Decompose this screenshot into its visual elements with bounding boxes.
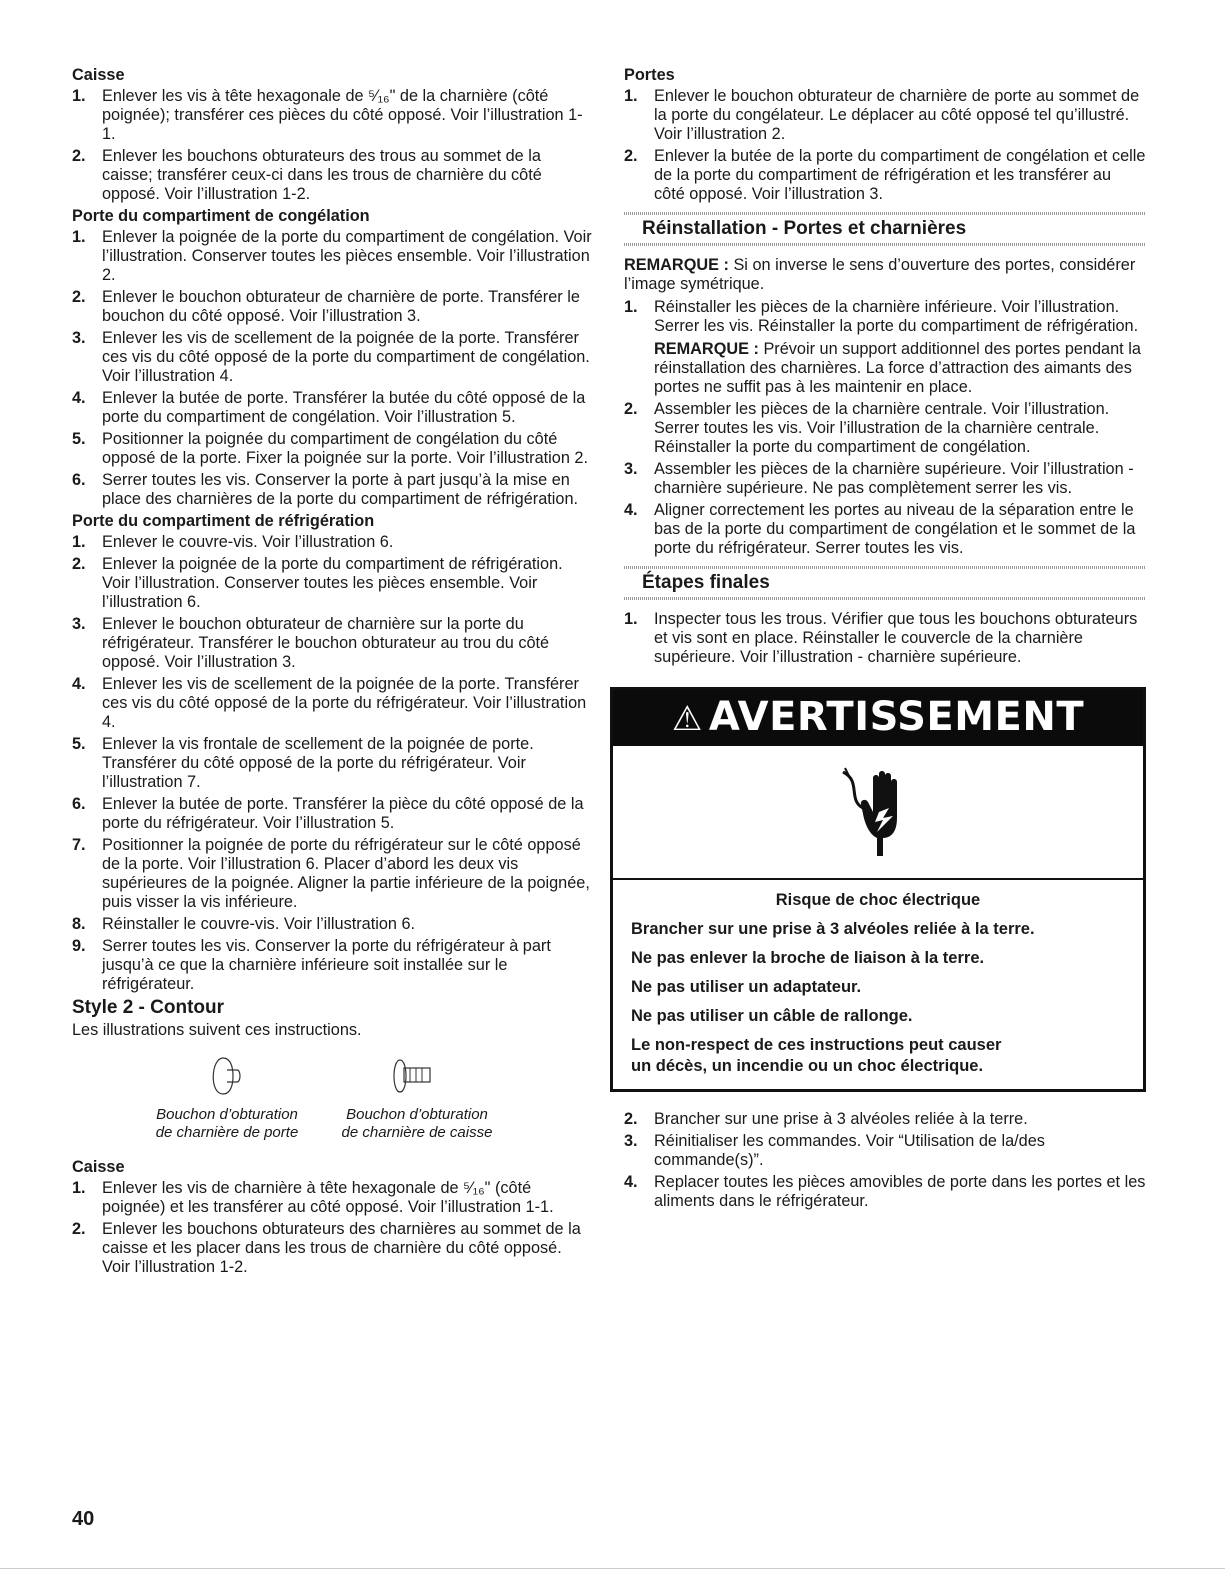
step-number: 2.: [72, 1220, 86, 1238]
style2-intro: Les illustrations suivent ces instructions.: [72, 1021, 362, 1039]
list-item: [624, 460, 1146, 498]
step-text: Enlever la poignée de la porte du compartiment de congélation. Voir l’illustration. Conserver toutes les pièces ensemble. Voir l’illustration 2.: [102, 228, 592, 284]
list-item: [72, 389, 592, 427]
warning-box: [610, 687, 1146, 1092]
step-text: Enlever le bouchon obturateur de charnière sur la porte du réfrigérateur. Transférer le bouchon obturateur au trou du côté opposé. Voir l’illustration 3.: [102, 615, 550, 671]
step-number: 4.: [624, 1173, 638, 1191]
heading-etapes-finales: Étapes finales: [624, 566, 1146, 600]
step-number: 3.: [72, 615, 86, 633]
step-text: Enlever les vis de charnière à tête hexagonale de ⁵⁄₁₆" (côté poignée) et les transférer au côté opposé. Voir l’illustration 1-1.: [102, 1179, 554, 1216]
step-number: 2.: [624, 1110, 638, 1128]
door-plug-caption-1: Bouchon d’obturation: [156, 1106, 298, 1123]
step-number: 3.: [72, 329, 86, 347]
list-item: [624, 501, 1146, 558]
list-item: [72, 288, 592, 326]
step-text: Enlever les vis de scellement de la poignée de la porte. Transférer ces vis du côté opposé de la porte du réfrigérateur. Voir l’illustration 4.: [102, 675, 587, 731]
step-number: 2.: [72, 147, 86, 165]
step-number: 8.: [72, 915, 86, 933]
step-text: Replacer toutes les pièces amovibles de porte dans les portes et les aliments dans le réfrigérateur.: [654, 1173, 1146, 1210]
step-text: Réinstaller le couvre-vis. Voir l’illustration 6.: [102, 915, 416, 933]
step-number: 2.: [72, 555, 86, 573]
steps-reinstallation-1: [624, 298, 1146, 397]
step-text: Enlever la poignée de la porte du compartiment de réfrigération. Voir l’illustration. Conserver toutes les pièces ensemble. Voir l’illustration 6.: [102, 555, 563, 611]
list-item: [72, 87, 592, 144]
heading-reinstallation: Réinstallation - Portes et charnières: [624, 212, 1146, 246]
section-title-caisse-2: Caisse: [72, 1158, 125, 1176]
warning-icon-area: [613, 746, 1143, 880]
plug-illustrations: [72, 1054, 592, 1142]
note-label: REMARQUE :: [624, 256, 729, 274]
list-item: [72, 471, 592, 509]
warning-line-3: Ne pas utiliser un adaptateur.: [631, 978, 862, 996]
steps-portes: [624, 87, 1146, 204]
step-number: 4.: [72, 389, 86, 407]
step-text: Enlever les vis de scellement de la poignée de la porte. Transférer ces vis du côté opposé de la porte du compartiment de congélation. Voir l’illustration 4.: [102, 329, 590, 385]
list-item: [624, 1132, 1146, 1170]
steps-etapes: [624, 610, 1146, 667]
list-item: [72, 735, 592, 792]
list-item: [72, 533, 592, 552]
step-text: Positionner la poignée du compartiment de congélation du côté opposé de la porte. Fixer la poignée sur la porte. Voir l’illustration 2.: [102, 430, 588, 467]
door-hinge-plug-figure: [132, 1054, 322, 1142]
step-number: 1.: [624, 610, 638, 628]
step-number: 2.: [624, 147, 638, 165]
step-text: Aligner correctement les portes au niveau de la séparation entre le bas de la porte du compartiment de congélation et le sommet de la porte du réfrigérateur. Serrer toutes les vis.: [654, 501, 1136, 557]
step-text: Enlever la butée de la porte du compartiment de congélation et celle de la porte du compartiment de réfrigération et les transférer au côté opposé. Voir l’illustration 3.: [654, 147, 1146, 203]
warning-triangle-icon: ⚠: [671, 699, 703, 739]
step-text: Positionner la poignée de porte du réfrigérateur sur le côté opposé de la porte. Voir l’illustration 6. Placer d’abord les deux vis supérieures de la poignée. Aligner la partie inférieure de la poignée, puis visser la vis inférieure.: [102, 836, 590, 911]
list-item: [72, 615, 592, 672]
case-hinge-plug-icon: [382, 1054, 452, 1098]
section-title-caisse: Caisse: [72, 66, 125, 84]
step-text: Réinitialiser les commandes. Voir “Utilisation de la/des commande(s)”.: [654, 1132, 1045, 1169]
note-text: Si on inverse le sens d’ouverture des portes, considérer l’image symétrique.: [624, 256, 1136, 293]
step-number: 9.: [72, 937, 86, 955]
left-column: [72, 66, 592, 1280]
section-title-portes: Portes: [624, 66, 675, 84]
step-number: 1.: [624, 87, 638, 105]
list-item: [72, 675, 592, 732]
case-plug-caption-1: Bouchon d’obturation: [346, 1106, 488, 1123]
right-column: [624, 66, 1146, 1214]
warning-line-5b: un décès, un incendie ou un choc électrique.: [631, 1057, 984, 1075]
step-text: Réinstaller les pièces de la charnière inférieure. Voir l’illustration. Serrer les vis. Réinstaller la porte du compartiment de réfrigération.: [654, 298, 1139, 335]
step-number: 1.: [624, 298, 638, 316]
steps-reinstallation: [624, 400, 1146, 558]
step-number: 5.: [72, 735, 86, 753]
step-number: 5.: [72, 430, 86, 448]
step-text: Enlever les bouchons obturateurs des trous au sommet de la caisse; transférer ceux-ci dans les trous de charnière du côté opposé. Voir l’illustration 1-2.: [102, 147, 542, 203]
step-text: Serrer toutes les vis. Conserver la porte à part jusqu’à la mise en place des charnières de la porte du compartiment de réfrigération.: [102, 471, 579, 508]
step-text: Enlever la butée de porte. Transférer la butée du côté opposé de la porte du compartiment de congélation. Voir l’illustration 5.: [102, 389, 586, 426]
electric-shock-hand-icon: [833, 762, 923, 862]
step-number: 6.: [72, 471, 86, 489]
list-item: [72, 147, 592, 204]
step-number: 2.: [72, 288, 86, 306]
step-text: Enlever les vis à tête hexagonale de ⁵⁄₁₆" de la charnière (côté poignée); transférer ces pièces du côté opposé. Voir l’illustration 1-1.: [102, 87, 583, 143]
page-number: 40: [72, 1508, 95, 1530]
list-item: [624, 298, 1146, 397]
step-number: 1.: [72, 1179, 86, 1197]
list-item: [624, 1173, 1146, 1211]
note-reinstallation: [624, 256, 1146, 294]
list-item: [72, 430, 592, 468]
step-note: [654, 340, 1146, 397]
case-hinge-plug-figure: [322, 1054, 512, 1142]
step-note-label: REMARQUE :: [654, 340, 759, 358]
warning-title: AVERTISSEMENT: [708, 694, 1085, 740]
step-text: Serrer toutes les vis. Conserver la porte du réfrigérateur à part jusqu’à ce que la charnière inférieure soit installée sur le réfrigérateur.: [102, 937, 551, 993]
list-item: [72, 795, 592, 833]
warning-line-5a: Le non-respect de ces instructions peut causer: [631, 1036, 1002, 1054]
door-plug-caption-2: de charnière de porte: [155, 1124, 299, 1141]
step-number: 6.: [72, 795, 86, 813]
step-note-text: Prévoir un support additionnel des portes pendant la réinstallation des charnières. La force d’attraction des aimants des portes ne suffit pas à les maintenir en place.: [654, 340, 1141, 396]
list-item: [624, 147, 1146, 204]
list-item: [72, 1220, 592, 1277]
steps-caisse-2: [72, 1179, 592, 1277]
step-text: Enlever la butée de porte. Transférer la pièce du côté opposé de la porte du réfrigérateur. Voir l’illustration 5.: [102, 795, 584, 832]
list-item: [72, 555, 592, 612]
step-number: 1.: [72, 87, 86, 105]
case-plug-caption-2: de charnière de caisse: [341, 1124, 493, 1141]
warning-line-4: Ne pas utiliser un câble de rallonge.: [631, 1007, 913, 1025]
steps-final: [624, 1110, 1146, 1211]
step-text: Assembler les pièces de la charnière centrale. Voir l’illustration. Serrer toutes les vis. Voir l’illustration de la charnière centrale. Réinstaller la porte du compartiment de congélation.: [654, 400, 1110, 456]
bottom-rule: [0, 1568, 1225, 1569]
list-item: [72, 329, 592, 386]
list-item: [624, 610, 1146, 667]
list-item: [624, 87, 1146, 144]
step-number: 7.: [72, 836, 86, 854]
list-item: [72, 1179, 592, 1217]
list-item: [624, 400, 1146, 457]
warning-text: [613, 880, 1143, 1089]
step-text: Enlever le couvre-vis. Voir l’illustration 6.: [102, 533, 394, 551]
steps-congelation: [72, 228, 592, 509]
step-text: Enlever la vis frontale de scellement de la poignée de porte. Transférer du côté opposé de la porte du réfrigérateur. Voir l’illustration 7.: [102, 735, 534, 791]
list-item: [624, 1110, 1146, 1129]
door-hinge-plug-icon: [197, 1054, 257, 1098]
list-item: [72, 836, 592, 912]
step-text: Brancher sur une prise à 3 alvéoles reliée à la terre.: [654, 1110, 1028, 1128]
step-text: Enlever le bouchon obturateur de charnière de porte. Transférer le bouchon du côté opposé. Voir l’illustration 3.: [102, 288, 580, 325]
section-title-congelation: Porte du compartiment de congélation: [72, 207, 370, 225]
step-number: 3.: [624, 460, 638, 478]
steps-refrigeration: [72, 533, 592, 994]
step-number: 1.: [72, 228, 86, 246]
warning-line-2: Ne pas enlever la broche de liaison à la terre.: [631, 949, 985, 967]
section-title-refrigeration: Porte du compartiment de réfrigération: [72, 512, 375, 530]
warning-risk: Risque de choc électrique: [775, 891, 981, 909]
step-number: 4.: [624, 501, 638, 519]
section-title-style2: Style 2 - Contour: [72, 997, 225, 1018]
warning-title-bar: [613, 690, 1143, 746]
step-text: Enlever le bouchon obturateur de charnière de porte au sommet de la porte du congélateur. Le déplacer au côté opposé tel qu’illustré. Voir l’illustration 2.: [654, 87, 1140, 143]
step-text: Enlever les bouchons obturateurs des charnières au sommet de la caisse et les placer dans les trous de charnière du côté opposé. Voir l’illustration 1-2.: [102, 1220, 581, 1276]
warning-line-1: Brancher sur une prise à 3 alvéoles reliée à la terre.: [631, 920, 1035, 938]
step-text: Inspecter tous les trous. Vérifier que tous les bouchons obturateurs et vis sont en place. Réinstaller le couvercle de la charnière supérieure. Voir l’illustration - charnière supérieure.: [654, 610, 1138, 666]
step-number: 4.: [72, 675, 86, 693]
steps-caisse: [72, 87, 592, 204]
list-item: [72, 228, 592, 285]
step-text: Assembler les pièces de la charnière supérieure. Voir l’illustration - charnière supérieure. Ne pas complètement serrer les vis.: [654, 460, 1134, 497]
step-number: 1.: [72, 533, 86, 551]
step-number: 3.: [624, 1132, 638, 1150]
list-item: [72, 915, 592, 934]
step-number: 2.: [624, 400, 638, 418]
list-item: [72, 937, 592, 994]
